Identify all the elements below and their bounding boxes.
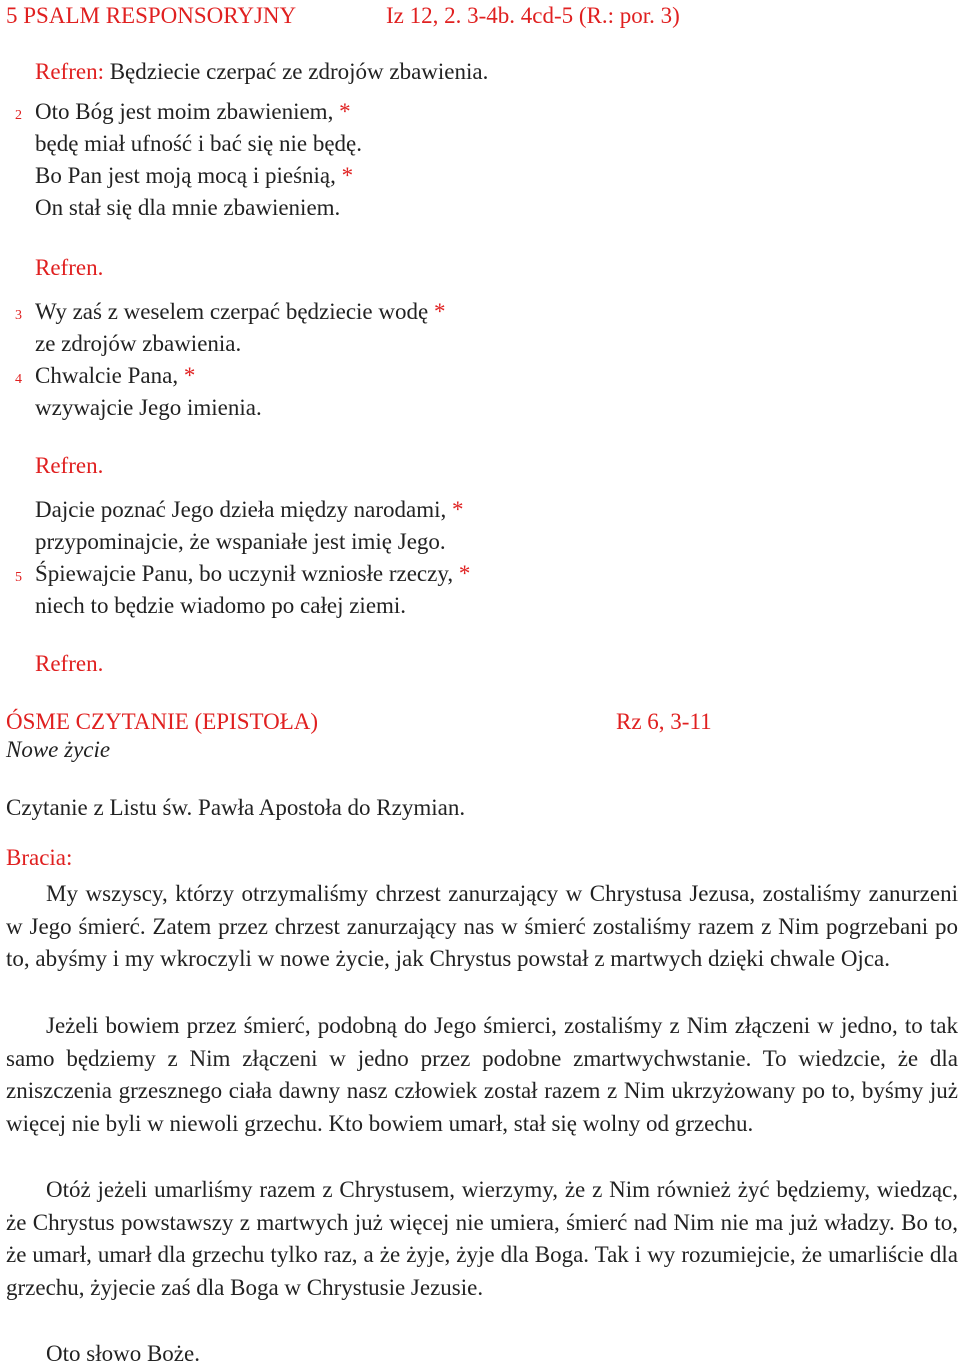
- refrain-short: Refren.: [35, 453, 104, 478]
- psalm-line: ze zdrojów zbawienia.: [35, 331, 242, 356]
- reading-closing: Oto słowo Boże.: [46, 1341, 200, 1366]
- verse-number: 5: [15, 570, 22, 585]
- asterisk: *: [339, 99, 351, 124]
- psalm-line: [35, 96, 351, 128]
- reading-greeting: Bracia:: [6, 845, 73, 870]
- psalm-line-text: Chwalcie Pana,: [35, 363, 179, 388]
- asterisk: *: [458, 561, 471, 586]
- asterisk: *: [452, 497, 464, 522]
- psalm-line-text: Bo Pan jest moją mocą i pieśnią,: [35, 163, 336, 188]
- psalm-line: będę miał ufność i bać się nie będę.: [35, 131, 362, 156]
- psalm-heading: [6, 0, 680, 32]
- reading-reference: Rz 6, 3-11: [616, 709, 712, 734]
- psalm-line-text: Dajcie poznać Jego dzieła między narodami,: [35, 497, 447, 522]
- verse-number: 4: [15, 372, 22, 387]
- verse-number: 3: [15, 308, 22, 323]
- psalm-line-text: Wy zaś z weselem czerpać będziecie wodę: [35, 299, 429, 324]
- psalm-line: [35, 494, 464, 526]
- reading-paragraph: Otóż jeżeli umarliśmy razem z Chrystusem, wierzymy, że z Nim również żyć będziemy, wiedząc, że Chrystus powstawszy z martwych już więcej nie umiera, śmierć nad Nim nie ma już władzy. Bo to, że umarł, umarł dla grzechu tylko raz, a że żyje, żyje dla Boga. Tak i wy rozumiejcie, że umarliście dla grzechu, żyjecie zaś dla Boga w Chrystusie Jezusie.: [6, 1177, 958, 1300]
- psalm-line-text: Oto Bóg jest moim zbawieniem,: [35, 99, 334, 124]
- psalm-line: On stał się dla mnie zbawieniem.: [35, 195, 341, 220]
- psalm-line-text: Śpiewajcie Panu, bo uczynił wzniosłe rzeczy,: [35, 561, 454, 586]
- psalm-line: [35, 360, 195, 392]
- verse-number: 2: [15, 108, 22, 123]
- asterisk: *: [433, 299, 446, 324]
- psalm-reference: Iz 12, 2. 3-4b. 4cd-5 (R.: por. 3): [386, 3, 680, 28]
- refrain-label: Refren:: [35, 59, 104, 84]
- psalm-line: wzywajcie Jego imienia.: [35, 395, 262, 420]
- reading-paragraph: Jeżeli bowiem przez śmierć, podobną do Jego śmierci, zostaliśmy z Nim złączeni w jedno, to tak samo będziemy z Nim złączeni w jedno przez podobne zmartwychwstanie. To wiedzcie, że dla zniszczenia grzesznego ciała dawny nasz człowiek został razem z Nim ukrzyżowany po to, byśmy już więcej nie byli w niewoli grzechu. Kto bowiem umarł, stał się wolny od grzechu.: [6, 1013, 958, 1136]
- refrain-text: Będziecie czerpać ze zdrojów zbawienia.: [109, 59, 489, 84]
- refrain-short: Refren.: [35, 255, 104, 280]
- psalm-line: niech to będzie wiadomo po całej ziemi.: [35, 593, 407, 618]
- refrain-full: [35, 56, 488, 88]
- psalm-line: [35, 558, 470, 590]
- asterisk: *: [183, 363, 196, 388]
- psalm-line: [35, 160, 353, 192]
- reading-subtitle: Nowe życie: [6, 737, 111, 762]
- psalm-title: 5 PSALM RESPONSORYJNY: [6, 3, 297, 28]
- reading-paragraph: My wszyscy, którzy otrzymaliśmy chrzest zanurzający w Chrystusa Jezusa, zostaliśmy zanurzeni w Jego śmierć. Zatem przez chrzest zanurzający nas w śmierć zostaliśmy razem z Nim pogrzebani po to, abyśmy i my wkroczyli w nowe życie, jak Chrystus powstał z martwych dzięki chwale Ojca.: [6, 881, 958, 971]
- asterisk: *: [341, 163, 354, 188]
- refrain-short: Refren.: [35, 651, 104, 676]
- reading-intro: Czytanie z Listu św. Pawła Apostoła do Rzymian.: [6, 795, 466, 820]
- psalm-line: [35, 296, 445, 328]
- psalm-line: przypominajcie, że wspaniałe jest imię Jego.: [35, 529, 446, 554]
- reading-title: ÓSME CZYTANIE (EPISTOŁA): [6, 709, 319, 734]
